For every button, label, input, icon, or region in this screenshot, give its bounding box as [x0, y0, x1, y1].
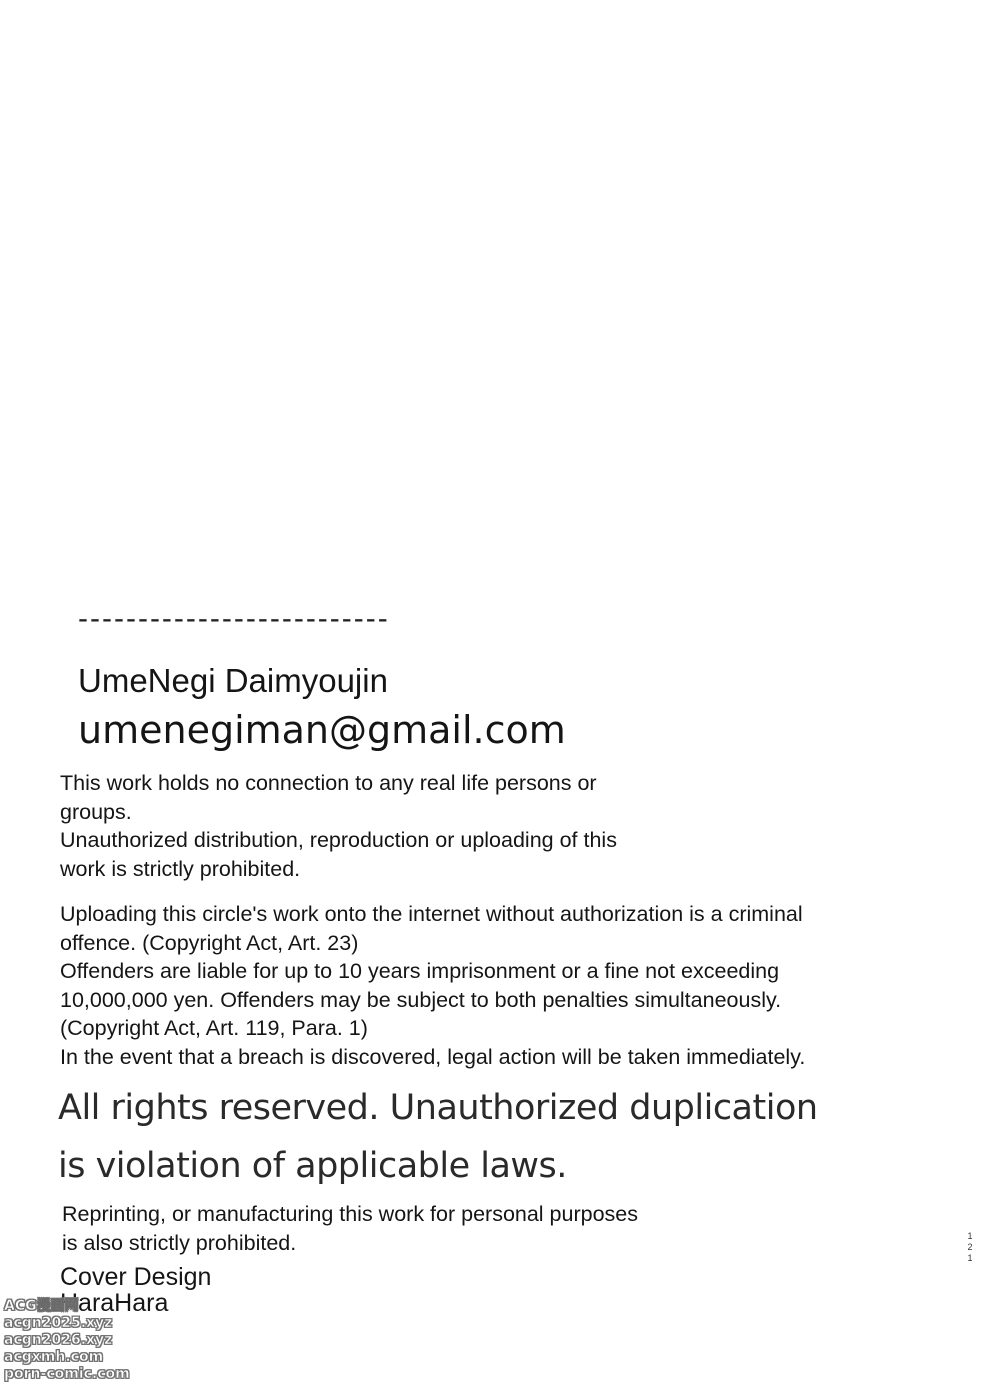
notice-line: This work holds no connection to any real life persons or: [60, 771, 597, 795]
rights-line-1: All rights reserved. Unauthorized duplication: [58, 1088, 818, 1128]
notice-line: In the event that a breach is discovered, legal action will be taken immediately.: [60, 1044, 806, 1069]
notice-line: offence. (Copyright Act, Art. 23): [60, 930, 359, 955]
notice-line: Reprinting, or manufacturing this work for personal purposes: [62, 1202, 639, 1226]
notice-line: 10,000,000 yen. Offenders may be subject to both penalties simultaneously.: [60, 987, 782, 1012]
watermark-line: acgxmh.com: [4, 1349, 104, 1365]
author-email: umenegiman@gmail.com: [78, 708, 566, 752]
notice-line: groups.: [60, 799, 132, 824]
notice-line: Uploading this circle's work onto the internet without authorization is a criminal: [60, 902, 803, 926]
notice-connection: [60, 769, 617, 883]
page-number: 1 2 1: [967, 1231, 973, 1263]
notice-line: work is strictly prohibited.: [60, 856, 301, 881]
cover-label: Cover Design: [60, 1263, 212, 1291]
cover-designer: HaraHara: [60, 1289, 169, 1317]
watermark: [4, 1298, 128, 1383]
divider-line: --------------------------: [78, 602, 390, 635]
notice-line: is also strictly prohibited.: [62, 1230, 297, 1255]
notice-reprinting: [62, 1200, 638, 1257]
watermark-line: porn-comic.com: [4, 1366, 130, 1382]
notice-copyright-law: [60, 900, 805, 1071]
watermark-line: acgn2025.xyz: [4, 1315, 113, 1331]
author-name: UmeNegi Daimyoujin: [78, 662, 388, 699]
notice-line: Unauthorized distribution, reproduction or uploading of this: [60, 828, 617, 852]
rights-line-2: is violation of applicable laws.: [58, 1146, 567, 1186]
notice-line: Offenders are liable for up to 10 years imprisonment or a fine not exceeding: [60, 959, 780, 983]
watermark-line: acgn2026.xyz: [4, 1332, 113, 1348]
notice-line: (Copyright Act, Art. 119, Para. 1): [60, 1016, 368, 1040]
watermark-line: ACG漫画网: [4, 1298, 79, 1314]
